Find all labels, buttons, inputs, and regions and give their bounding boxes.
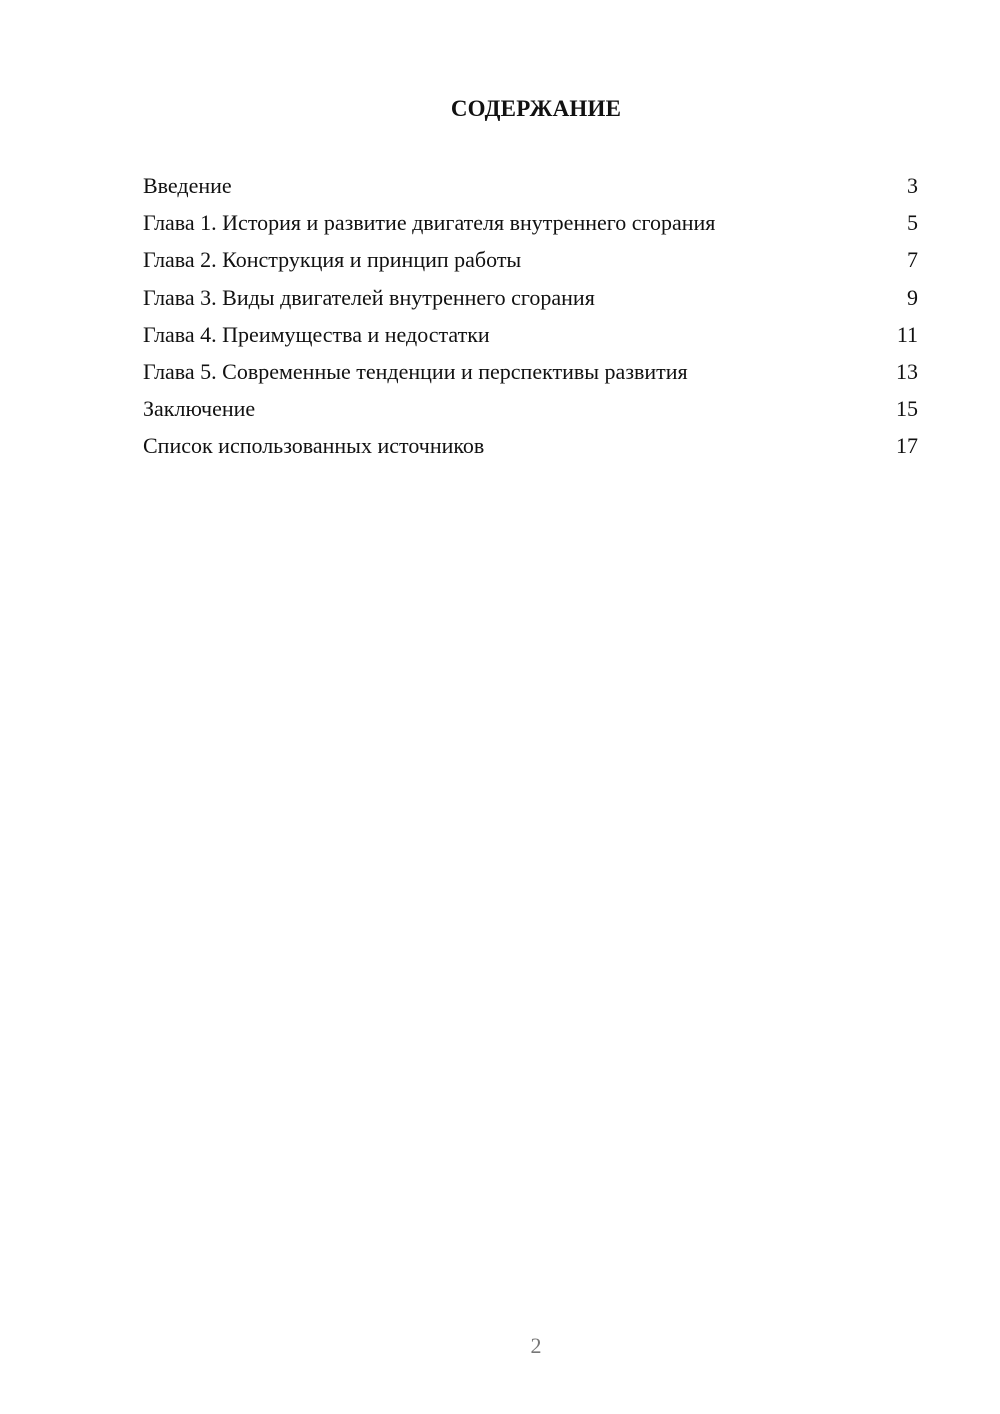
toc-entry-label: Введение (143, 173, 232, 198)
page-number: 2 (530, 1333, 542, 1358)
toc-entry-page: 11 (896, 321, 918, 347)
toc-entry (143, 427, 918, 464)
toc-entry (143, 204, 918, 241)
toc-entry (143, 241, 918, 278)
toc-entry-label: Список использованных источников (143, 433, 485, 459)
toc-entry-page: 9 (907, 284, 918, 310)
toc-entry-page: 5 (907, 210, 918, 236)
toc-entry (143, 167, 918, 204)
toc-entry-label: Заключение (143, 396, 256, 422)
toc-entry-label: Глава 1. История и развитие двигателя внутреннего сгорания (143, 210, 716, 236)
toc-entry-page: 7 (907, 247, 918, 273)
toc-entry-label: Глава 3. Виды двигателей внутреннего сгорания (143, 284, 595, 310)
toc-entry-label: Глава 4. Преимущества и недостатки (143, 321, 490, 347)
toc-entry (143, 390, 918, 427)
toc-entry-page: 15 (896, 396, 918, 422)
toc-entry (143, 316, 918, 353)
toc-entry (143, 353, 918, 390)
toc-entry-label: Глава 5. Современные тенденции и перспективы развития (143, 358, 688, 384)
page-title: СОДЕРЖАНИЕ (450, 96, 622, 121)
table-of-contents (143, 167, 918, 465)
toc-entry-page: 17 (896, 433, 918, 459)
toc-entry (143, 279, 918, 316)
toc-entry-label: Глава 2. Конструкция и принцип работы (143, 247, 522, 273)
toc-entry-page: 13 (896, 358, 918, 384)
toc-entry-page: 3 (907, 173, 918, 198)
